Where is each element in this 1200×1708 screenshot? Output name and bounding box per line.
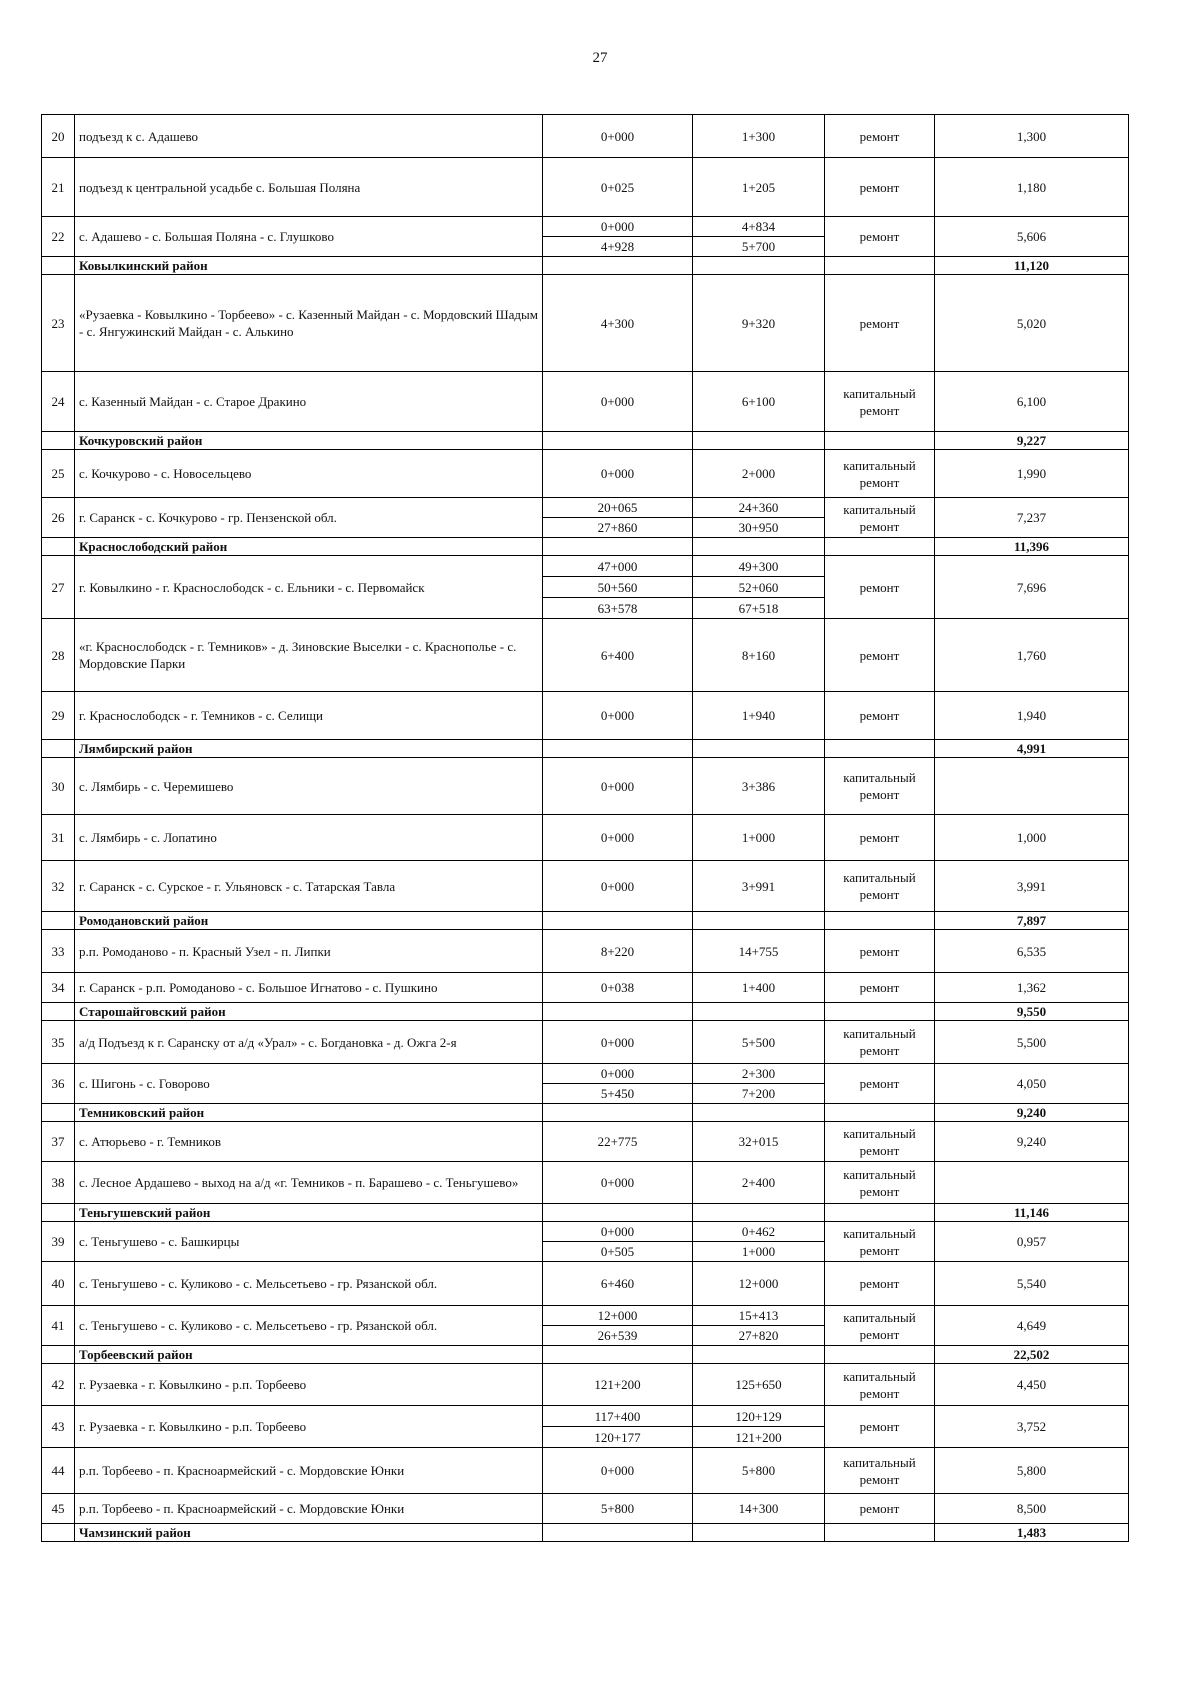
length-total: 5,606: [935, 217, 1129, 257]
km-start: 4+928: [543, 237, 693, 257]
km-start: 27+860: [543, 518, 693, 538]
district-blank-cell: [825, 538, 935, 556]
km-start: 121+200: [543, 1364, 693, 1406]
table-row: [42, 930, 1129, 973]
km-end: 1+400: [693, 973, 825, 1003]
table-row: [42, 861, 1129, 912]
length-total: [935, 758, 1129, 815]
table-row: [42, 1448, 1129, 1494]
km-end: 5+500: [693, 1021, 825, 1064]
work-type: ремонт: [825, 158, 935, 217]
km-start: 26+539: [543, 1326, 693, 1346]
length-total: 1,760: [935, 619, 1129, 692]
work-type: капитальный ремонт: [825, 1448, 935, 1494]
km-end: 2+000: [693, 450, 825, 498]
row-number: 43: [42, 1406, 75, 1448]
km-end: 30+950: [693, 518, 825, 538]
table-row: [42, 217, 1129, 237]
work-type: капитальный ремонт: [825, 1222, 935, 1262]
work-type: ремонт: [825, 1494, 935, 1524]
work-type: капитальный ремонт: [825, 1162, 935, 1204]
length-total: 3,991: [935, 861, 1129, 912]
row-number: 23: [42, 275, 75, 372]
km-start: 0+025: [543, 158, 693, 217]
km-end: 24+360: [693, 498, 825, 518]
row-number: 25: [42, 450, 75, 498]
district-blank-cell: [825, 740, 935, 758]
district-blank-cell: [543, 1524, 693, 1542]
district-name: Краснослободский район: [75, 538, 543, 556]
km-start: 0+000: [543, 692, 693, 740]
district-blank-cell: [693, 1104, 825, 1122]
district-total: 11,146: [935, 1204, 1129, 1222]
work-type: ремонт: [825, 275, 935, 372]
km-start: 6+400: [543, 619, 693, 692]
row-number: 26: [42, 498, 75, 538]
km-end: 120+129: [693, 1406, 825, 1427]
district-blank-cell: [543, 1003, 693, 1021]
row-number: 34: [42, 973, 75, 1003]
work-type: капитальный ремонт: [825, 1021, 935, 1064]
km-start: 0+505: [543, 1242, 693, 1262]
row-number: 37: [42, 1122, 75, 1162]
table-row: [42, 815, 1129, 861]
km-start: 117+400: [543, 1406, 693, 1427]
road-name: с. Лесное Ардашево - выход на а/д «г. Темников - п. Барашево - с. Теньгушево»: [75, 1162, 543, 1204]
table-row: [42, 692, 1129, 740]
district-blank-cell: [543, 1346, 693, 1364]
km-start: 0+000: [543, 758, 693, 815]
km-start: 0+000: [543, 1021, 693, 1064]
km-start: 0+000: [543, 372, 693, 432]
road-name: с. Теньгушево - с. Куликово - с. Мельсетьево - гр. Рязанской обл.: [75, 1262, 543, 1306]
district-blank-cell: [825, 257, 935, 275]
work-type: ремонт: [825, 556, 935, 619]
district-row: [42, 257, 1129, 275]
row-number: 38: [42, 1162, 75, 1204]
district-row: [42, 1524, 1129, 1542]
work-type: ремонт: [825, 619, 935, 692]
km-end: 5+800: [693, 1448, 825, 1494]
length-total: 4,649: [935, 1306, 1129, 1346]
km-end: 27+820: [693, 1326, 825, 1346]
work-type: ремонт: [825, 115, 935, 158]
district-row: [42, 1346, 1129, 1364]
district-total: 7,897: [935, 912, 1129, 930]
km-end: 15+413: [693, 1306, 825, 1326]
road-name: с. Лямбирь - с. Черемишево: [75, 758, 543, 815]
work-type: ремонт: [825, 1406, 935, 1448]
row-number: 28: [42, 619, 75, 692]
length-total: 5,800: [935, 1448, 1129, 1494]
road-name: г. Рузаевка - г. Ковылкино - р.п. Торбеево: [75, 1406, 543, 1448]
length-total: [935, 1162, 1129, 1204]
road-name: с. Казенный Майдан - с. Старое Дракино: [75, 372, 543, 432]
km-end: 1+000: [693, 1242, 825, 1262]
road-name: р.п. Торбеево - п. Красноармейский - с. Мордовские Юнки: [75, 1494, 543, 1524]
length-total: 1,940: [935, 692, 1129, 740]
km-start: 0+000: [543, 450, 693, 498]
district-blank-cell: [693, 1346, 825, 1364]
row-number: 24: [42, 372, 75, 432]
table-row: [42, 1364, 1129, 1406]
km-start: 12+000: [543, 1306, 693, 1326]
district-blank-cell: [543, 538, 693, 556]
district-blank-cell: [825, 432, 935, 450]
district-blank-cell: [693, 912, 825, 930]
row-number: 40: [42, 1262, 75, 1306]
km-start: 0+000: [543, 815, 693, 861]
length-total: 6,100: [935, 372, 1129, 432]
district-total: 11,396: [935, 538, 1129, 556]
length-total: 8,500: [935, 1494, 1129, 1524]
district-total: 9,240: [935, 1104, 1129, 1122]
km-end: 14+300: [693, 1494, 825, 1524]
district-total: 11,120: [935, 257, 1129, 275]
district-row: [42, 432, 1129, 450]
district-row: [42, 1204, 1129, 1222]
district-total: 9,227: [935, 432, 1129, 450]
table-row: [42, 556, 1129, 577]
length-total: 1,300: [935, 115, 1129, 158]
km-end: 3+991: [693, 861, 825, 912]
km-start: 0+000: [543, 115, 693, 158]
road-name: г. Саранск - с. Кочкурово - гр. Пензенской обл.: [75, 498, 543, 538]
district-row: [42, 912, 1129, 930]
district-num-cell: [42, 538, 75, 556]
district-blank-cell: [693, 257, 825, 275]
row-number: 36: [42, 1064, 75, 1104]
district-num-cell: [42, 1104, 75, 1122]
km-start: 50+560: [543, 577, 693, 598]
district-blank-cell: [693, 1204, 825, 1222]
km-start: 0+000: [543, 1162, 693, 1204]
road-name: с. Адашево - с. Большая Поляна - с. Глушково: [75, 217, 543, 257]
district-blank-cell: [693, 1003, 825, 1021]
table-row: [42, 1406, 1129, 1427]
length-total: 9,240: [935, 1122, 1129, 1162]
km-end: 121+200: [693, 1427, 825, 1448]
road-name: с. Теньгушево - с. Куликово - с. Мельсетьево - гр. Рязанской обл.: [75, 1306, 543, 1346]
district-num-cell: [42, 912, 75, 930]
work-type: капитальный ремонт: [825, 450, 935, 498]
table-row: [42, 1494, 1129, 1524]
km-end: 1+205: [693, 158, 825, 217]
work-type: капитальный ремонт: [825, 1306, 935, 1346]
length-total: 4,450: [935, 1364, 1129, 1406]
road-name: р.п. Ромоданово - п. Красный Узел - п. Липки: [75, 930, 543, 973]
work-type: ремонт: [825, 973, 935, 1003]
length-total: 1,180: [935, 158, 1129, 217]
district-blank-cell: [825, 1104, 935, 1122]
length-total: 5,540: [935, 1262, 1129, 1306]
km-end: 0+462: [693, 1222, 825, 1242]
district-num-cell: [42, 740, 75, 758]
km-end: 1+000: [693, 815, 825, 861]
km-start: 0+000: [543, 217, 693, 237]
district-name: Ковылкинский район: [75, 257, 543, 275]
district-row: [42, 1003, 1129, 1021]
table-row: [42, 1021, 1129, 1064]
length-total: 4,050: [935, 1064, 1129, 1104]
work-type: ремонт: [825, 692, 935, 740]
km-start: 6+460: [543, 1262, 693, 1306]
km-start: 22+775: [543, 1122, 693, 1162]
km-end: 1+300: [693, 115, 825, 158]
km-end: 7+200: [693, 1084, 825, 1104]
km-start: 120+177: [543, 1427, 693, 1448]
work-type: капитальный ремонт: [825, 498, 935, 538]
km-end: 67+518: [693, 598, 825, 619]
length-total: 6,535: [935, 930, 1129, 973]
district-blank-cell: [543, 912, 693, 930]
length-total: 3,752: [935, 1406, 1129, 1448]
district-name: Кочкуровский район: [75, 432, 543, 450]
district-blank-cell: [825, 1524, 935, 1542]
row-number: 21: [42, 158, 75, 217]
district-num-cell: [42, 1524, 75, 1542]
road-name: г. Краснослободск - г. Темников - с. Селищи: [75, 692, 543, 740]
km-end: 8+160: [693, 619, 825, 692]
road-name: а/д Подъезд к г. Саранску от а/д «Урал» - с. Богдановка - д. Ожга 2-я: [75, 1021, 543, 1064]
km-start: 0+000: [543, 1064, 693, 1084]
km-start: 0+000: [543, 1222, 693, 1242]
row-number: 39: [42, 1222, 75, 1262]
km-end: 1+940: [693, 692, 825, 740]
table-row: [42, 1262, 1129, 1306]
district-row: [42, 538, 1129, 556]
district-num-cell: [42, 1346, 75, 1364]
km-end: 2+400: [693, 1162, 825, 1204]
row-number: 44: [42, 1448, 75, 1494]
table-row: [42, 1122, 1129, 1162]
row-number: 45: [42, 1494, 75, 1524]
length-total: 7,696: [935, 556, 1129, 619]
km-end: 9+320: [693, 275, 825, 372]
road-name: г. Саранск - с. Сурское - г. Ульяновск - с. Татарская Тавла: [75, 861, 543, 912]
table-row: [42, 758, 1129, 815]
district-total: 22,502: [935, 1346, 1129, 1364]
km-start: 5+800: [543, 1494, 693, 1524]
district-blank-cell: [825, 1346, 935, 1364]
length-total: 5,020: [935, 275, 1129, 372]
district-blank-cell: [543, 740, 693, 758]
work-type: ремонт: [825, 930, 935, 973]
district-row: [42, 1104, 1129, 1122]
road-name: «Рузаевка - Ковылкино - Торбеево» - с. Казенный Майдан - с. Мордовский Шадым - с. Янгужинский Майдан - с. Алькино: [75, 275, 543, 372]
district-num-cell: [42, 257, 75, 275]
km-start: 8+220: [543, 930, 693, 973]
km-end: 5+700: [693, 237, 825, 257]
district-blank-cell: [693, 538, 825, 556]
km-start: 63+578: [543, 598, 693, 619]
km-start: 4+300: [543, 275, 693, 372]
district-num-cell: [42, 1003, 75, 1021]
km-start: 0+000: [543, 1448, 693, 1494]
work-type: ремонт: [825, 1064, 935, 1104]
road-name: подъезд к с. Адашево: [75, 115, 543, 158]
length-total: 0,957: [935, 1222, 1129, 1262]
district-blank-cell: [825, 912, 935, 930]
km-end: 49+300: [693, 556, 825, 577]
km-start: 20+065: [543, 498, 693, 518]
row-number: 27: [42, 556, 75, 619]
road-name: с. Теньгушево - с. Башкирцы: [75, 1222, 543, 1262]
km-end: 6+100: [693, 372, 825, 432]
work-type: капитальный ремонт: [825, 1122, 935, 1162]
road-name: г. Рузаевка - г. Ковылкино - р.п. Торбеево: [75, 1364, 543, 1406]
row-number: 31: [42, 815, 75, 861]
work-type: капитальный ремонт: [825, 372, 935, 432]
road-name: с. Шигонь - с. Говорово: [75, 1064, 543, 1104]
district-name: Лямбирский район: [75, 740, 543, 758]
road-name: р.п. Торбеево - п. Красноармейский - с. Мордовские Юнки: [75, 1448, 543, 1494]
km-end: 125+650: [693, 1364, 825, 1406]
km-end: 32+015: [693, 1122, 825, 1162]
work-type: капитальный ремонт: [825, 758, 935, 815]
district-blank-cell: [543, 1204, 693, 1222]
km-end: 14+755: [693, 930, 825, 973]
km-end: 4+834: [693, 217, 825, 237]
row-number: 32: [42, 861, 75, 912]
road-name: с. Атюрьево - г. Темников: [75, 1122, 543, 1162]
district-blank-cell: [693, 432, 825, 450]
km-start: 0+000: [543, 861, 693, 912]
district-row: [42, 740, 1129, 758]
district-blank-cell: [825, 1204, 935, 1222]
length-total: 5,500: [935, 1021, 1129, 1064]
road-name: г. Ковылкино - г. Краснослободск - с. Ельники - с. Первомайск: [75, 556, 543, 619]
row-number: 22: [42, 217, 75, 257]
work-type: капитальный ремонт: [825, 861, 935, 912]
km-start: 47+000: [543, 556, 693, 577]
district-blank-cell: [543, 432, 693, 450]
row-number: 29: [42, 692, 75, 740]
table-row: [42, 275, 1129, 372]
page-number: 27: [592, 50, 608, 66]
km-end: 52+060: [693, 577, 825, 598]
district-total: 4,991: [935, 740, 1129, 758]
district-blank-cell: [693, 1524, 825, 1542]
district-name: Теньгушевский район: [75, 1204, 543, 1222]
district-total: 1,483: [935, 1524, 1129, 1542]
road-name: «г. Краснослободск - г. Темников» - д. Зиновские Выселки - с. Краснополье - с. Мордовские Парки: [75, 619, 543, 692]
km-end: 3+386: [693, 758, 825, 815]
work-type: ремонт: [825, 217, 935, 257]
district-blank-cell: [543, 1104, 693, 1122]
road-name: с. Кочкурово - с. Новосельцево: [75, 450, 543, 498]
district-num-cell: [42, 1204, 75, 1222]
length-total: 1,000: [935, 815, 1129, 861]
table-row: [42, 1222, 1129, 1242]
table-row: [42, 619, 1129, 692]
district-blank-cell: [543, 257, 693, 275]
table-row: [42, 1064, 1129, 1084]
row-number: 42: [42, 1364, 75, 1406]
km-start: 5+450: [543, 1084, 693, 1104]
work-type: ремонт: [825, 1262, 935, 1306]
km-end: 2+300: [693, 1064, 825, 1084]
row-number: 20: [42, 115, 75, 158]
km-start: 0+038: [543, 973, 693, 1003]
district-num-cell: [42, 432, 75, 450]
table-row: [42, 973, 1129, 1003]
district-total: 9,550: [935, 1003, 1129, 1021]
row-number: 30: [42, 758, 75, 815]
table-row: [42, 158, 1129, 217]
length-total: 1,362: [935, 973, 1129, 1003]
work-type: капитальный ремонт: [825, 1364, 935, 1406]
roads-table: [41, 114, 1129, 1542]
table-row: [42, 450, 1129, 498]
district-name: Темниковский район: [75, 1104, 543, 1122]
district-blank-cell: [693, 740, 825, 758]
district-blank-cell: [825, 1003, 935, 1021]
district-name: Ромодановский район: [75, 912, 543, 930]
table-row: [42, 372, 1129, 432]
road-name: г. Саранск - р.п. Ромоданово - с. Большое Игнатово - с. Пушкино: [75, 973, 543, 1003]
row-number: 33: [42, 930, 75, 973]
km-end: 12+000: [693, 1262, 825, 1306]
table-row: [42, 115, 1129, 158]
table-row: [42, 1162, 1129, 1204]
district-name: Торбеевский район: [75, 1346, 543, 1364]
row-number: 41: [42, 1306, 75, 1346]
table-row: [42, 498, 1129, 518]
district-name: Чамзинский район: [75, 1524, 543, 1542]
work-type: ремонт: [825, 815, 935, 861]
length-total: 1,990: [935, 450, 1129, 498]
table-row: [42, 1306, 1129, 1326]
road-name: с. Лямбирь - с. Лопатино: [75, 815, 543, 861]
road-name: подъезд к центральной усадьбе с. Большая Поляна: [75, 158, 543, 217]
district-name: Старошайговский район: [75, 1003, 543, 1021]
row-number: 35: [42, 1021, 75, 1064]
length-total: 7,237: [935, 498, 1129, 538]
